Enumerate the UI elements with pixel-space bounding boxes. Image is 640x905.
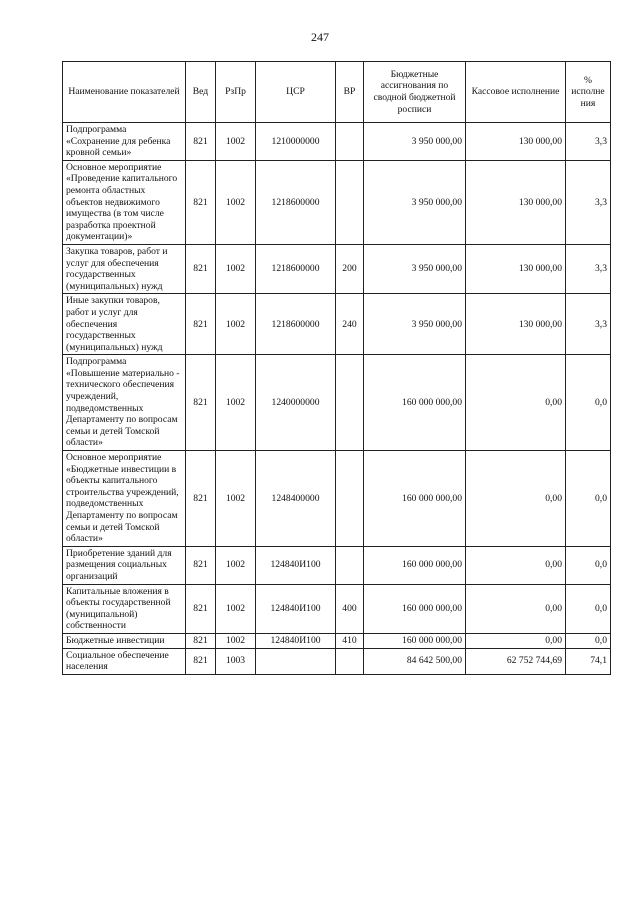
row-ved: 821: [186, 633, 216, 648]
row-name: Основное мероприятие «Бюджетные инвестиции в объекты капитального строительства учреждений, подведомственных Департаменту по вопросам семьи и детей Томской области»: [63, 451, 186, 547]
row-rzpr: 1002: [216, 355, 256, 451]
row-cash: 0,00: [466, 584, 566, 633]
row-vr: [336, 355, 364, 451]
page-number: 247: [311, 30, 329, 44]
row-ved: 821: [186, 451, 216, 547]
row-percent: 3,3: [566, 160, 611, 244]
row-percent: 0,0: [566, 355, 611, 451]
row-name: Закупка товаров, работ и услуг для обеспечения государственных (муниципальных) нужд: [63, 244, 186, 293]
row-percent: 0,0: [566, 633, 611, 648]
row-csr: 124840И100: [256, 633, 336, 648]
row-rzpr: 1002: [216, 451, 256, 547]
row-vr: 410: [336, 633, 364, 648]
header-name: Наименование показателей: [63, 62, 186, 123]
header-budget: Бюджетные ассигнования по сводной бюджетной росписи: [364, 62, 466, 123]
row-cash: 62 752 744,69: [466, 648, 566, 674]
row-name: Капитальные вложения в объекты государственной (муниципальной) собственности: [63, 584, 186, 633]
row-ved: 821: [186, 648, 216, 674]
row-budget: 3 950 000,00: [364, 123, 466, 161]
row-budget: 160 000 000,00: [364, 451, 466, 547]
row-rzpr: 1002: [216, 244, 256, 293]
row-cash: 130 000,00: [466, 160, 566, 244]
row-ved: 821: [186, 123, 216, 161]
table-row: [63, 451, 611, 547]
table-header-row: [63, 62, 611, 123]
row-cash: 130 000,00: [466, 294, 566, 355]
table-row: [63, 546, 611, 584]
row-vr: 400: [336, 584, 364, 633]
table-row: [63, 355, 611, 451]
row-cash: 0,00: [466, 546, 566, 584]
table-row: [63, 294, 611, 355]
table-row: [63, 633, 611, 648]
table-row: [63, 648, 611, 674]
row-rzpr: 1003: [216, 648, 256, 674]
row-csr: 1218600000: [256, 160, 336, 244]
row-budget: 3 950 000,00: [364, 160, 466, 244]
row-name: Основное мероприятие «Проведение капитального ремонта областных объектов недвижимого имущества (в том числе разработка проектной документации)»: [63, 160, 186, 244]
row-vr: [336, 648, 364, 674]
row-name: Подпрограмма «Повышение материально - технического обеспечения учреждений, подведомственных Департаменту по вопросам семьи и детей Томской области»: [63, 355, 186, 451]
row-rzpr: 1002: [216, 584, 256, 633]
table-row: [63, 123, 611, 161]
row-name: Подпрограмма «Сохранение для ребенка кровной семьи»: [63, 123, 186, 161]
row-percent: 3,3: [566, 123, 611, 161]
row-csr: 124840И100: [256, 584, 336, 633]
row-vr: [336, 546, 364, 584]
row-vr: [336, 160, 364, 244]
row-name: Социальное обеспечение населения: [63, 648, 186, 674]
row-rzpr: 1002: [216, 633, 256, 648]
header-vr: ВР: [336, 62, 364, 123]
row-budget: 84 642 500,00: [364, 648, 466, 674]
header-rzpr: РзПр: [216, 62, 256, 123]
row-ved: 821: [186, 160, 216, 244]
row-vr: [336, 451, 364, 547]
row-budget: 160 000 000,00: [364, 633, 466, 648]
row-csr: 1218600000: [256, 244, 336, 293]
row-vr: 240: [336, 294, 364, 355]
row-csr: [256, 648, 336, 674]
row-ved: 821: [186, 584, 216, 633]
row-cash: 0,00: [466, 633, 566, 648]
row-ved: 821: [186, 355, 216, 451]
row-percent: 0,0: [566, 584, 611, 633]
row-cash: 0,00: [466, 355, 566, 451]
row-csr: 1248400000: [256, 451, 336, 547]
row-vr: 200: [336, 244, 364, 293]
row-budget: 3 950 000,00: [364, 294, 466, 355]
row-rzpr: 1002: [216, 294, 256, 355]
row-cash: 130 000,00: [466, 244, 566, 293]
row-percent: 3,3: [566, 294, 611, 355]
row-percent: 74,1: [566, 648, 611, 674]
row-cash: 130 000,00: [466, 123, 566, 161]
table-row: [63, 160, 611, 244]
header-ved: Вед: [186, 62, 216, 123]
row-ved: 821: [186, 546, 216, 584]
header-percent: % исполне ния: [566, 62, 611, 123]
row-budget: 160 000 000,00: [364, 355, 466, 451]
row-csr: 124840И100: [256, 546, 336, 584]
row-ved: 821: [186, 294, 216, 355]
row-vr: [336, 123, 364, 161]
header-cash: Кассовое исполнение: [466, 62, 566, 123]
row-csr: 1218600000: [256, 294, 336, 355]
row-name: Бюджетные инвестиции: [63, 633, 186, 648]
row-name: Приобретение зданий для размещения социальных организаций: [63, 546, 186, 584]
row-percent: 0,0: [566, 546, 611, 584]
row-cash: 0,00: [466, 451, 566, 547]
row-budget: 160 000 000,00: [364, 546, 466, 584]
row-ved: 821: [186, 244, 216, 293]
row-csr: 1240000000: [256, 355, 336, 451]
row-rzpr: 1002: [216, 160, 256, 244]
budget-execution-table: [62, 61, 611, 675]
row-rzpr: 1002: [216, 123, 256, 161]
row-budget: 3 950 000,00: [364, 244, 466, 293]
row-budget: 160 000 000,00: [364, 584, 466, 633]
row-rzpr: 1002: [216, 546, 256, 584]
row-csr: 1210000000: [256, 123, 336, 161]
header-csr: ЦСР: [256, 62, 336, 123]
table-row: [63, 244, 611, 293]
row-name: Иные закупки товаров, работ и услуг для обеспечения государственных (муниципальных) нужд: [63, 294, 186, 355]
table-row: [63, 584, 611, 633]
row-percent: 0,0: [566, 451, 611, 547]
row-percent: 3,3: [566, 244, 611, 293]
